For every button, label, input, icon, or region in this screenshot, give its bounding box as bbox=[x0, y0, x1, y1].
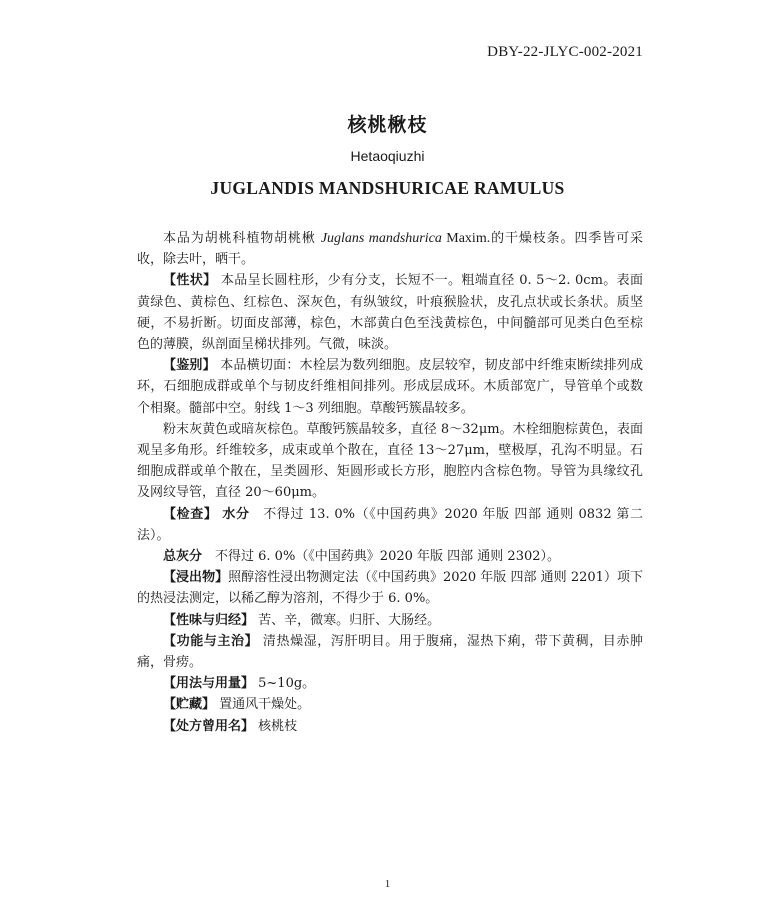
ash-paragraph bbox=[137, 546, 643, 567]
powder-paragraph bbox=[137, 419, 643, 504]
storage-paragraph bbox=[137, 694, 643, 715]
pinyin-title: Hetaoqiuzhi bbox=[350, 148, 425, 164]
ash-label: 总灰分 bbox=[163, 549, 203, 565]
storage-text: 置通风干燥处。 bbox=[215, 697, 311, 713]
prescription-paragraph bbox=[137, 716, 643, 737]
powder-text: 粉末灰黄色或暗灰棕色。草酸钙簇晶较多，直径 8～32μm。木栓细胞棕黄色，表面观呈多角形。纤维较多，成束或单个散在，直径 13～27μm，壁极厚，孔沟不明显。石细胞成群或单个散在，呈类圆形、矩圆形或长方形，胞腔内含棕色物。导管为具缘纹孔及网纹导管，直径 20～60μm。 bbox=[137, 421, 643, 501]
species-author: Maxim. bbox=[441, 231, 491, 246]
identification-text: 本品横切面：木栓层为数列细胞。皮层较窄，韧皮部中纤维束断续排列成环，石细胞成群或单个与韧皮纤维相间排列。形成层成环。木质部宽广，导管单个或数个相聚。髓部中空。射线 1～3 列细胞。草酸钙簇晶较多。 bbox=[137, 358, 643, 416]
nature-text: 苦、辛，微寒。归肝、大肠经。 bbox=[254, 612, 441, 628]
inspection-label: 【检查】 bbox=[163, 506, 218, 522]
identification-label: 【鉴别】 bbox=[163, 358, 216, 374]
prescription-label: 【处方曾用名】 bbox=[163, 718, 255, 734]
identification-paragraph bbox=[137, 355, 643, 419]
page-title: 核桃楸枝 bbox=[347, 114, 428, 136]
latin-title: JUGLANDIS MANDSHURICAE RAMULUS bbox=[210, 178, 565, 198]
function-text: 清热燥湿，泻肝明目。用于腹痛，湿热下痢，带下黄稠，目赤肿痛，骨痨。 bbox=[137, 633, 643, 671]
monograph-body bbox=[137, 228, 643, 737]
species-name: Juglans mandshurica bbox=[320, 231, 442, 246]
nature-label: 【性味与归经】 bbox=[163, 612, 255, 628]
intro-pre-text: 本品为胡桃科植物胡桃楸 bbox=[163, 231, 321, 246]
extract-text: 照醇溶性浸出物测定法（《中国药典》2020 年版 四部 通则 2201）项下的热浸法测定，以稀乙醇为溶剂，不得少于 6. 0%。 bbox=[137, 570, 643, 607]
prescription-text: 核桃枝 bbox=[254, 718, 298, 734]
characters-paragraph bbox=[137, 270, 643, 355]
document-code: DBY-22-JLYC-002-2021 bbox=[487, 44, 643, 60]
usage-paragraph bbox=[137, 673, 643, 694]
usage-label: 【用法与用量】 bbox=[163, 676, 255, 692]
extract-label: 【浸出物】 bbox=[163, 570, 229, 586]
function-label: 【功能与主治】 bbox=[163, 633, 259, 649]
ash-text: 不得过 6. 0%（《中国药典》2020 年版 四部 通则 2302）。 bbox=[202, 549, 561, 565]
storage-label: 【贮藏】 bbox=[163, 697, 216, 713]
characters-label: 【性状】 bbox=[163, 273, 217, 289]
nature-paragraph bbox=[137, 610, 643, 631]
page-number: 1 bbox=[384, 878, 391, 890]
water-text: 不得过 13. 0%（《中国药典》2020 年版 四部 通则 0832 第二法）。 bbox=[137, 506, 643, 543]
intro-paragraph bbox=[137, 228, 643, 270]
characters-text: 本品呈长圆柱形，少有分支，长短不一。粗端直径 0. 5～2. 0cm。表面黄绿色、黄棕色、红棕色、深灰色，有纵皱纹，叶痕猴脸状，皮孔点状或长条状。质坚硬，不易折断。切面皮部薄，棕色，木部黄白色至浅黄棕色，中间髓部可见类白色至棕色的薄膜，纵剖面呈梯状排列。气微，味淡。 bbox=[137, 273, 643, 353]
intro-post-text: 的干燥枝条。四季皆可采收，除去叶，晒干。 bbox=[137, 231, 643, 268]
extract-paragraph bbox=[137, 567, 643, 609]
inspection-paragraph bbox=[137, 504, 643, 546]
water-label: 水分 bbox=[222, 506, 250, 522]
usage-text: 5~10g。 bbox=[254, 676, 316, 692]
function-paragraph bbox=[137, 631, 643, 673]
